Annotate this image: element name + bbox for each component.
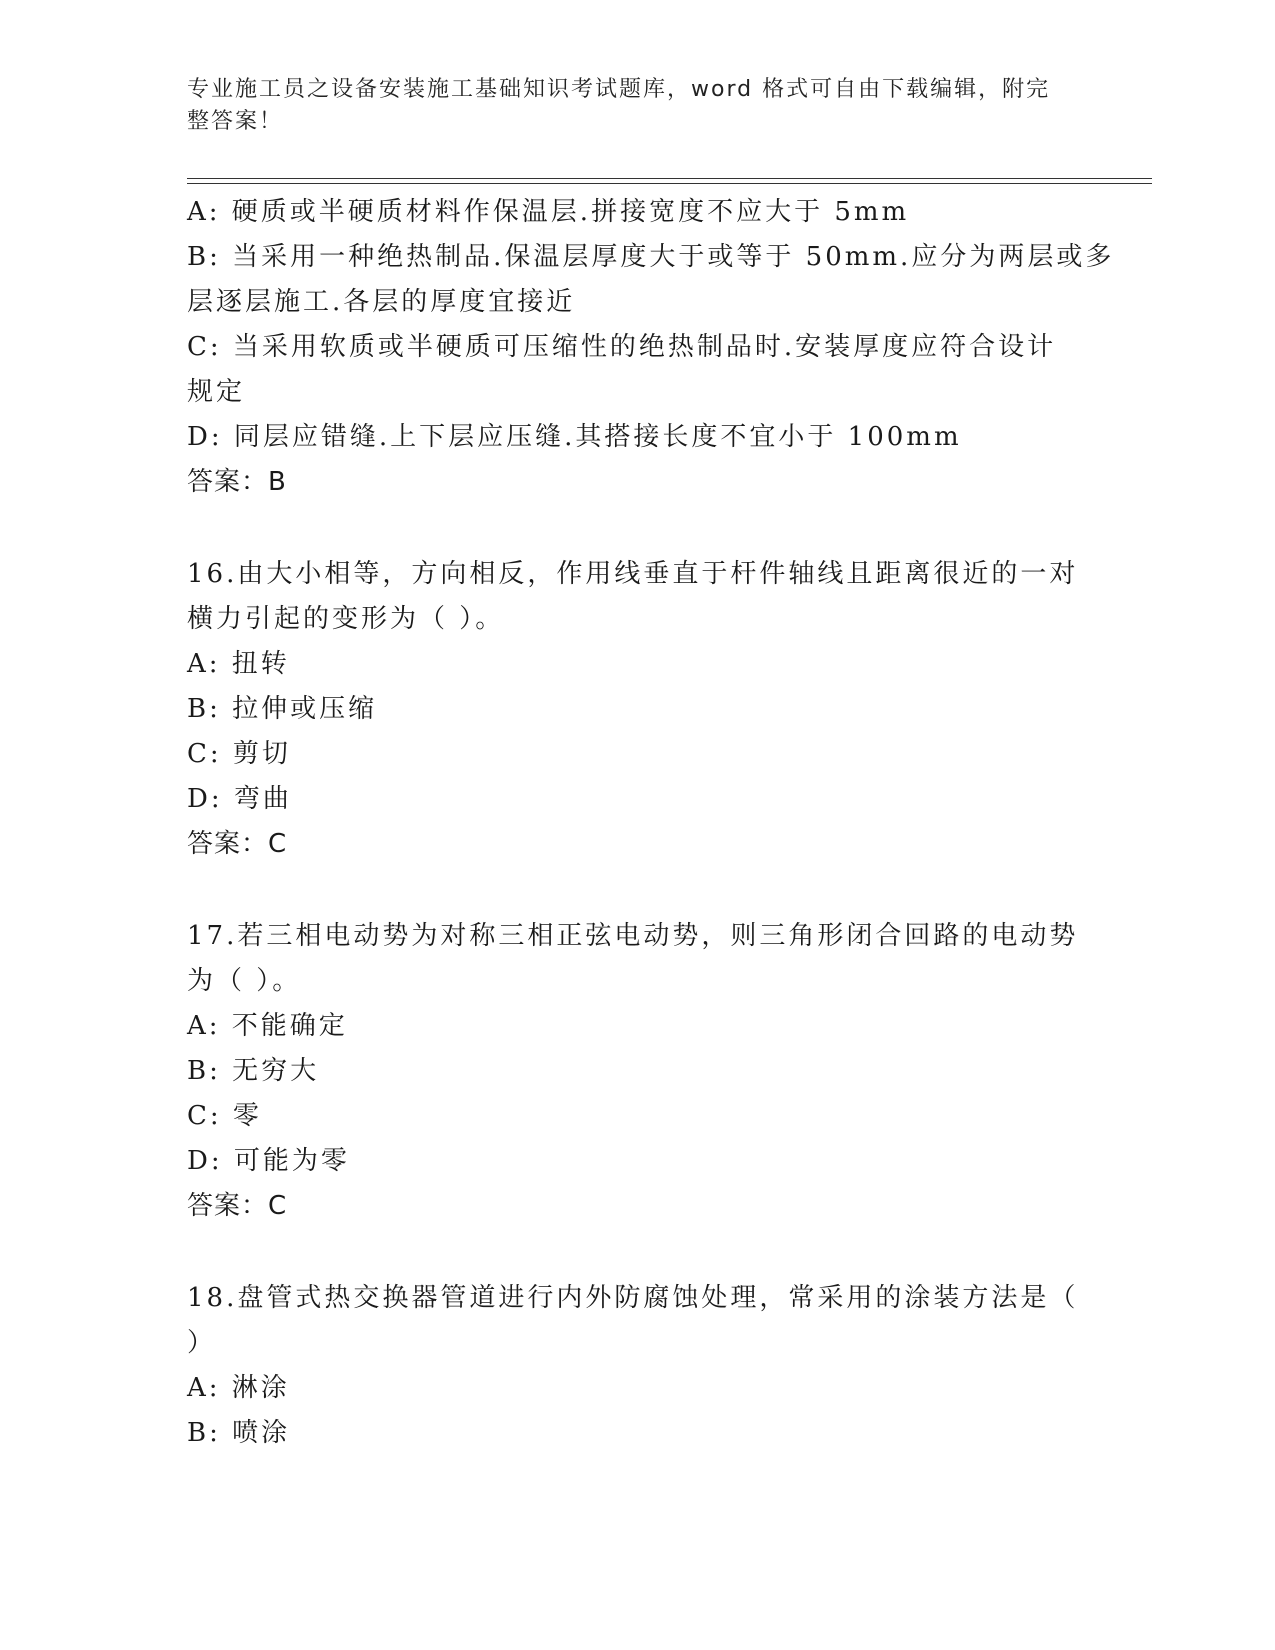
question-text-line-2: 为（ ）。 [187, 966, 302, 996]
answer: 答案：B [187, 467, 287, 497]
question-text-line-2: ） [187, 1328, 217, 1358]
question-16 [187, 552, 1087, 867]
question-list [187, 190, 1115, 1456]
option-c: C: 零 [187, 1101, 262, 1131]
option-b-line-1: B: 当采用一种绝热制品.保温层厚度大于或等于 50mm.应分为两层或多 [187, 242, 1115, 272]
question-18 [187, 1276, 1087, 1456]
question-text-line-1: 16.由大小相等，方向相反，作用线垂直于杆件轴线且距离很近的一对 [187, 559, 1079, 589]
answer: 答案：C [187, 829, 288, 859]
spacer [187, 867, 1087, 914]
option-d: D: 同层应错缝.上下层应压缝.其搭接长度不宜小于 100mm [187, 422, 962, 452]
option-a: A: 硬质或半硬质材料作保温层.拼接宽度不应大于 5mm [187, 197, 910, 227]
option-b: B: 喷涂 [187, 1418, 291, 1448]
option-b: B: 拉伸或压缩 [187, 694, 378, 724]
header-line-2: 整答案！ [187, 109, 284, 134]
option-d: D: 可能为零 [187, 1146, 350, 1176]
option-b-line-2: 层逐层施工.各层的厚度宜接近 [187, 287, 576, 317]
question-text-line-2: 横力引起的变形为（ ）。 [187, 604, 505, 634]
question-17 [187, 914, 1087, 1229]
spacer [187, 505, 1087, 552]
question-15 [187, 190, 1115, 505]
question-text-line-1: 18.盘管式热交换器管道进行内外防腐蚀处理，常采用的涂装方法是（ [187, 1283, 1079, 1313]
spacer [187, 1229, 1087, 1276]
header-divider-top [187, 178, 1152, 179]
option-c-line-2: 规定 [187, 377, 246, 407]
option-b: B: 无穷大 [187, 1056, 320, 1086]
option-a: A: 不能确定 [187, 1011, 348, 1041]
option-c-line-1: C: 当采用软质或半硬质可压缩性的绝热制品时.安装厚度应符合设计 [187, 332, 1057, 362]
header-divider-bottom [187, 183, 1152, 184]
option-a: A: 扭转 [187, 649, 290, 679]
option-a: A: 淋涂 [187, 1373, 290, 1403]
question-text-line-1: 17.若三相电动势为对称三相正弦电动势，则三角形闭合回路的电动势 [187, 921, 1079, 951]
option-d: D: 弯曲 [187, 784, 292, 814]
document-header [187, 74, 1067, 138]
header-line-1: 专业施工员之设备安装施工基础知识考试题库，word 格式可自由下载编辑，附完 [187, 77, 1051, 102]
option-c: C: 剪切 [187, 739, 291, 769]
answer: 答案：C [187, 1191, 288, 1221]
